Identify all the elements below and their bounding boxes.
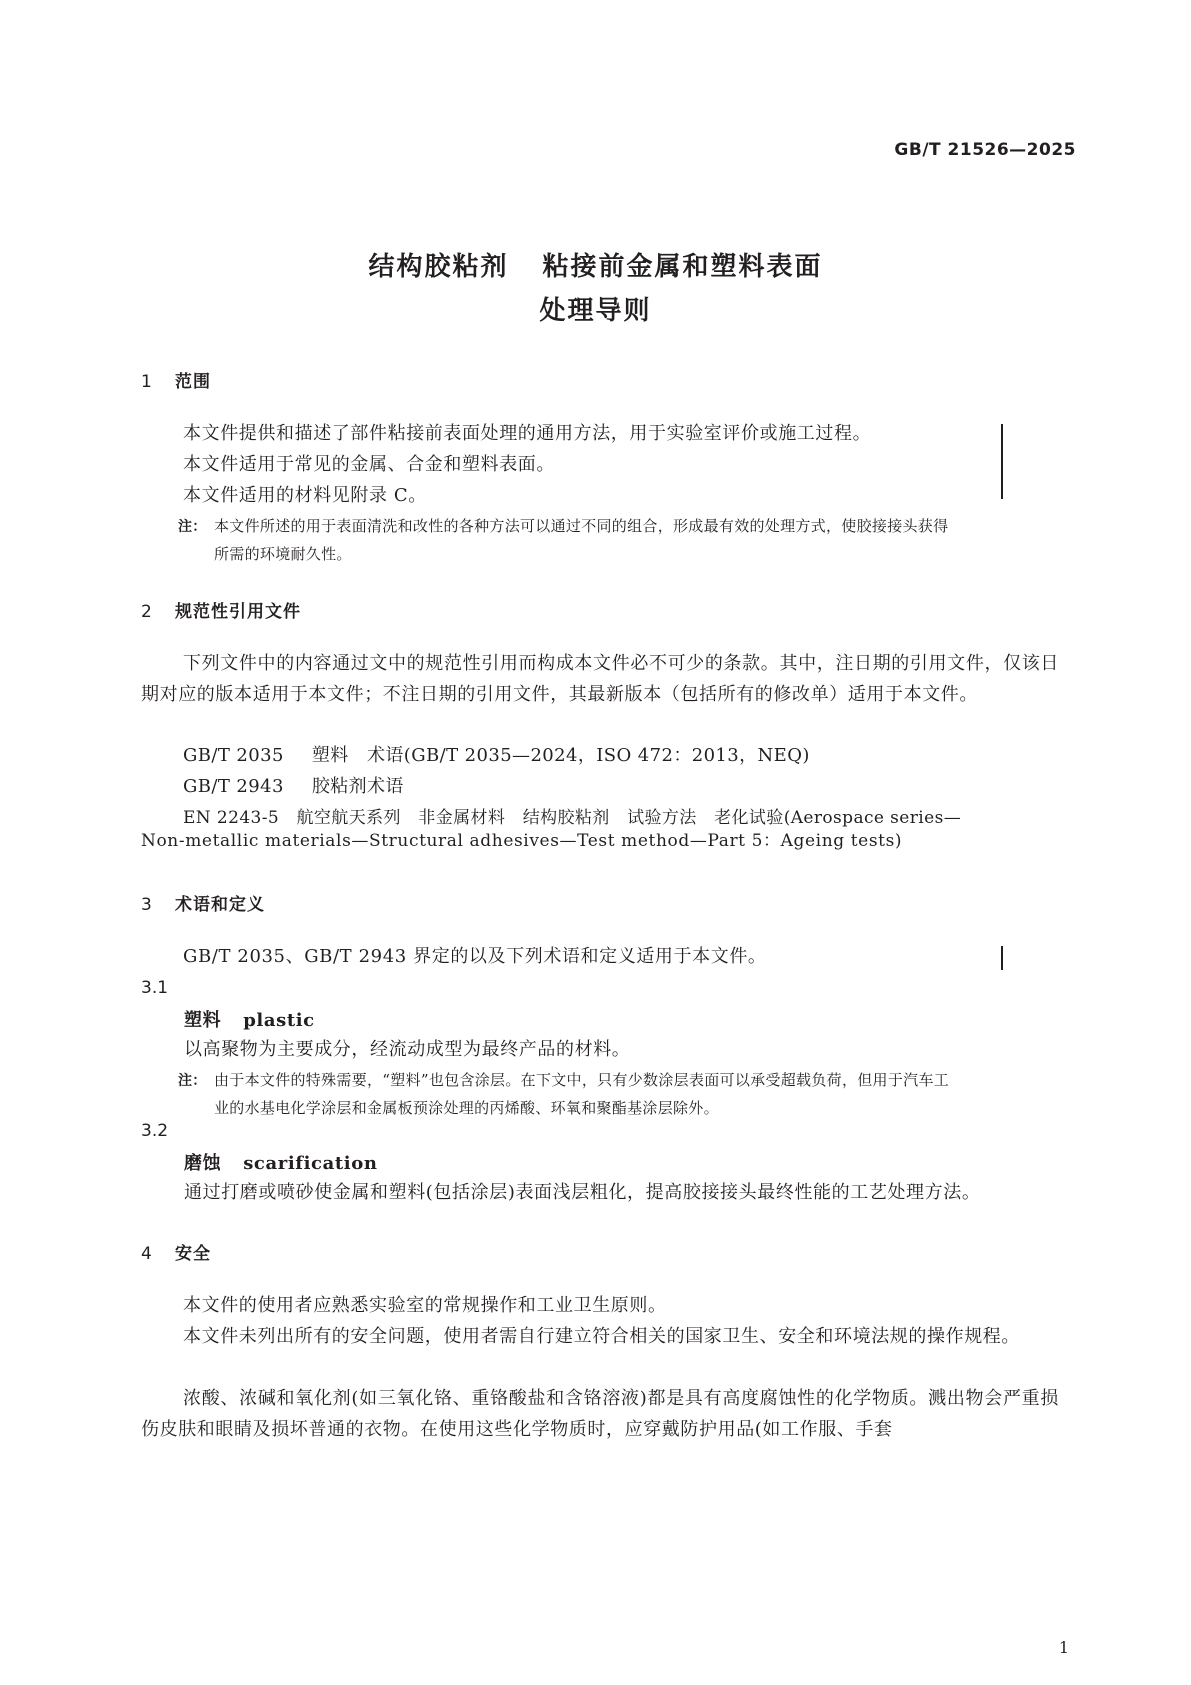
term-cn: 塑料 xyxy=(184,1010,222,1031)
paragraph: 浓酸、浓碱和氧化剂(如三氧化铬、重铬酸盐和含铬溶液)都是具有高度腐蚀性的化学物质。溅出物会严重损伤皮肤和眼睛及损坏普通的衣物。在使用这些化学物质时，应穿戴防护用品(如工作服、手套 xyxy=(141,1388,1059,1440)
standard-number: GB/T 21526—2025 xyxy=(894,140,1076,160)
term-en: scarification xyxy=(243,1153,378,1174)
change-bar xyxy=(1001,946,1003,970)
term-entry xyxy=(184,1149,378,1175)
section-2-heading xyxy=(141,597,301,622)
paragraph: GB/T 2035、GB/T 2943 界定的以及下列术语和定义适用于本文件。 xyxy=(183,946,767,967)
change-bar xyxy=(1001,424,1003,499)
note-label: 注： xyxy=(178,519,207,535)
section-number: 2 xyxy=(141,602,153,622)
note xyxy=(178,1067,1058,1122)
doc-title-line2: 处理导则 xyxy=(539,296,652,326)
note-label: 注： xyxy=(178,1073,207,1089)
note-text: 本文件所述的用于表面清洗和改性的各种方法可以通过不同的组合，形成最有效的处理方式，使胶接接头获得 xyxy=(214,517,949,535)
term-en: plastic xyxy=(243,1010,315,1031)
note-text-cont: 业的水基电化学涂层和金属板预涂处理的丙烯酸、环氧和聚酯基涂层除外。 xyxy=(214,1099,719,1117)
reference-item: EN 2243-5 航空航天系列 非金属材料 结构胶粘剂 试验方法 老化试验(Aerospace series— xyxy=(183,808,962,828)
section-number: 4 xyxy=(141,1244,153,1264)
paragraph: 本文件提供和描述了部件粘接前表面处理的通用方法，用于实验室评价或施工过程。 xyxy=(183,423,872,444)
reference-item xyxy=(183,772,404,798)
note xyxy=(178,513,1058,568)
section-number: 1 xyxy=(141,372,153,392)
page-number: 1 xyxy=(1058,1638,1069,1657)
term-entry xyxy=(184,1006,315,1032)
note-text-cont: 所需的环境耐久性。 xyxy=(214,545,352,563)
paragraph: 本文件适用的材料见附录 C。 xyxy=(183,485,427,506)
title-part-a: 结构胶粘剂 xyxy=(368,252,509,282)
term-definition: 以高聚物为主要成分，经流动成型为最终产品的材料。 xyxy=(184,1039,631,1060)
term-cn: 磨蚀 xyxy=(184,1153,222,1174)
paragraph: 下列文件中的内容通过文中的规范性引用而构成本文件必不可少的条款。其中，注日期的引用文件，仅该日期对应的版本适用于本文件；不注日期的引用文件，其最新版本（包括所有的修改单）适用于本文件。 xyxy=(141,653,1059,705)
reference-item xyxy=(183,741,810,767)
section-title: 范围 xyxy=(175,372,211,392)
term-number: 3.2 xyxy=(141,1121,169,1141)
title-part-b: 粘接前金属和塑料表面 xyxy=(542,252,823,282)
section-title: 安全 xyxy=(175,1244,211,1264)
note-text: 由于本文件的特殊需要，“塑料”也包含涂层。在下文中，只有少数涂层表面可以承受超载负荷，但用于汽车工 xyxy=(214,1071,950,1089)
reference-title: 胶粘剂术语 xyxy=(311,776,404,797)
doc-title-line1 xyxy=(0,246,1191,283)
section-4-heading xyxy=(141,1239,211,1264)
section-3-heading xyxy=(141,890,265,915)
section-number: 3 xyxy=(141,895,153,915)
paragraph: 本文件未列出所有的安全问题，使用者需自行建立符合相关的国家卫生、安全和环境法规的操作规程。 xyxy=(183,1326,1020,1347)
term-definition: 通过打磨或喷砂使金属和塑料(包括涂层)表面浅层粗化，提高胶接接头最终性能的工艺处理方法。 xyxy=(184,1182,981,1203)
reference-code: GB/T 2035 xyxy=(183,745,284,766)
section-title: 术语和定义 xyxy=(175,895,265,915)
section-1-heading xyxy=(141,367,211,392)
reference-item-cont: Non-metallic materials—Structural adhesives—Test method—Part 5：Ageing tests) xyxy=(141,831,903,851)
reference-title: 塑料 术语(GB/T 2035—2024，ISO 472：2013，NEQ) xyxy=(311,745,810,766)
paragraph: 本文件适用于常见的金属、合金和塑料表面。 xyxy=(183,454,555,475)
section-title: 规范性引用文件 xyxy=(175,602,301,622)
term-number: 3.1 xyxy=(141,978,169,998)
paragraph: 本文件的使用者应熟悉实验室的常规操作和工业卫生原则。 xyxy=(183,1295,667,1316)
reference-code: GB/T 2943 xyxy=(183,776,284,797)
